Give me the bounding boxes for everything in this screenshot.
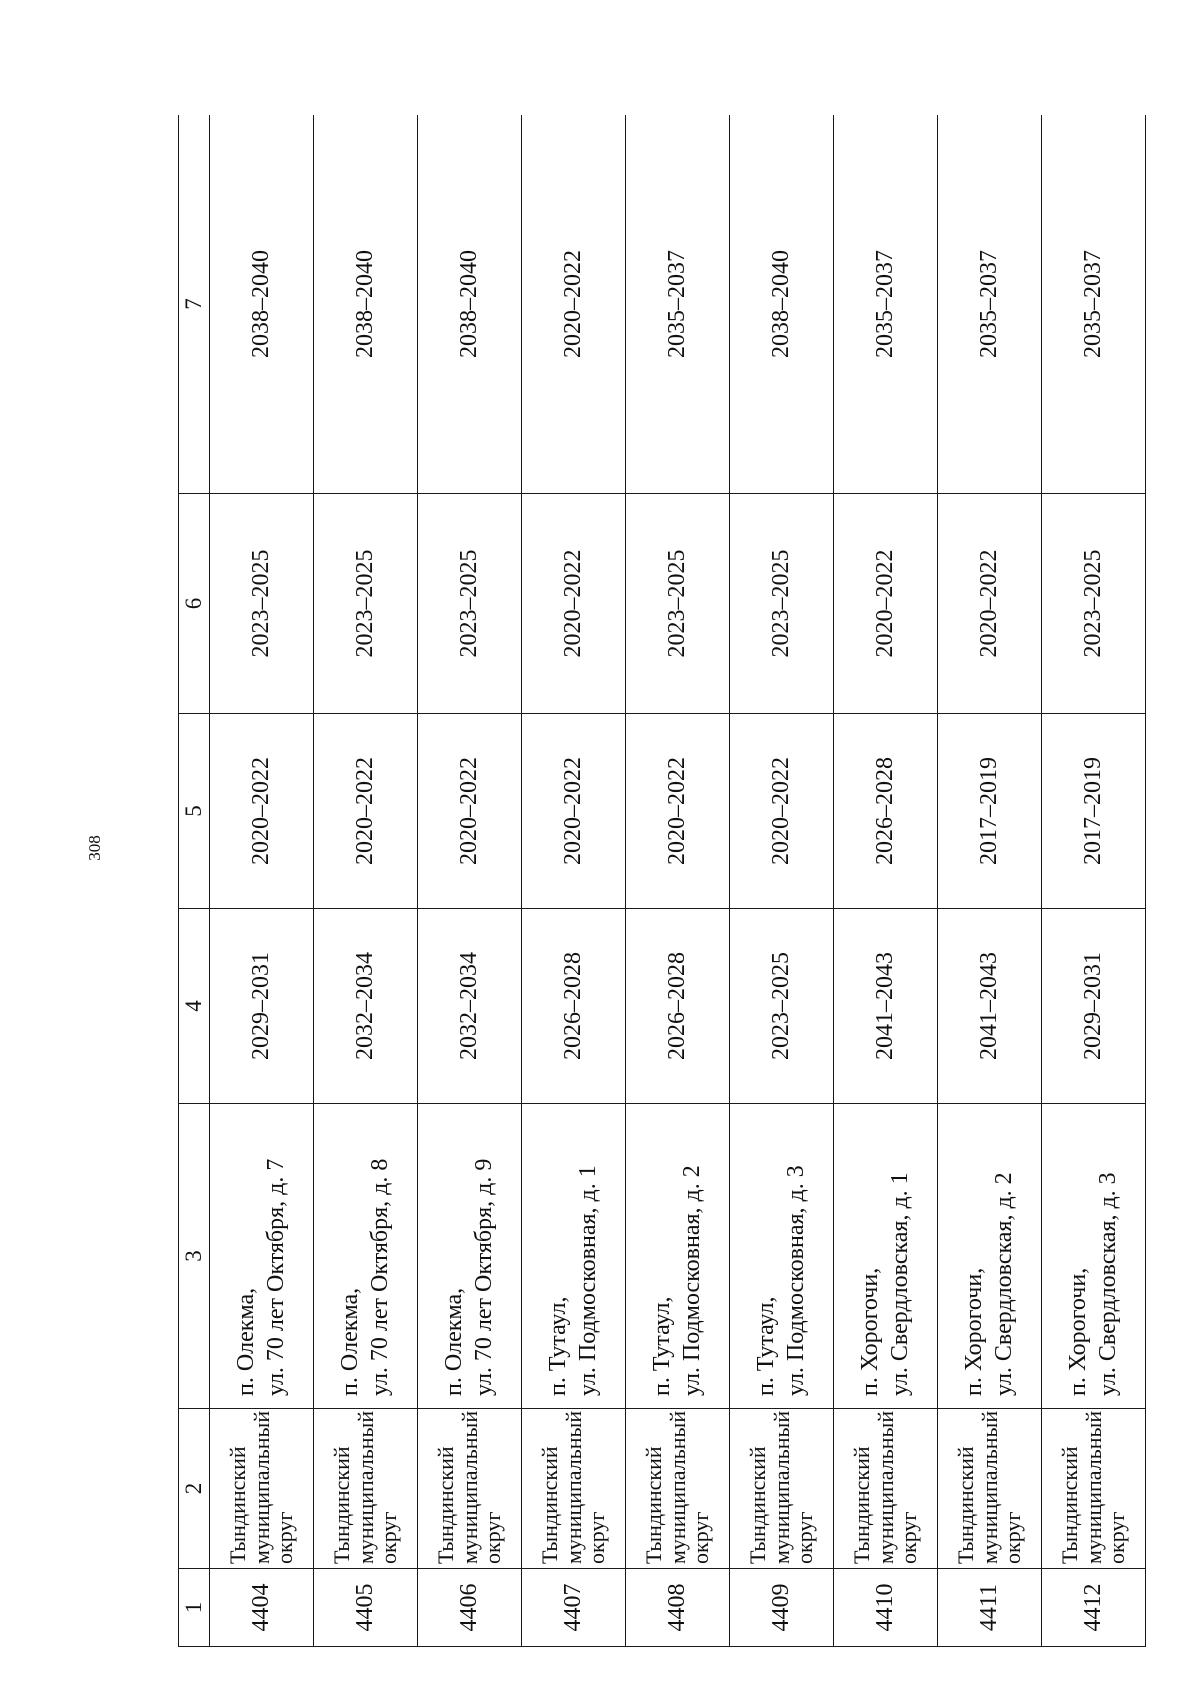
cell-period-6: 2023–2025 xyxy=(730,494,834,714)
cell-period-6: 2023–2025 xyxy=(1042,494,1146,714)
cell-period-7: 2038–2040 xyxy=(210,115,314,494)
district-line: Тындинский xyxy=(224,1446,250,1564)
cell-period-7: 2038–2040 xyxy=(314,115,418,494)
table-row xyxy=(314,115,418,1647)
address-line: п. Олекма, xyxy=(233,1287,260,1396)
table-body xyxy=(210,115,1146,1647)
cell-period-4: 2026–2028 xyxy=(626,909,730,1104)
cell-period-5: 2020–2022 xyxy=(730,714,834,909)
cell-period-4: 2029–2031 xyxy=(1042,909,1146,1104)
schedule-table xyxy=(178,115,1146,1647)
cell-period-5: 2017–2019 xyxy=(1042,714,1146,909)
address-line: п. Олекма, xyxy=(441,1287,468,1396)
cell-period-4: 2032–2034 xyxy=(418,909,522,1104)
cell-period-5: 2020–2022 xyxy=(626,714,730,909)
address-line: п. Хорогочи, xyxy=(1065,1267,1092,1396)
cell-id: 4410 xyxy=(834,1569,938,1647)
district-line: Тындинский xyxy=(952,1446,978,1564)
table-row xyxy=(834,115,938,1647)
district-line: Тындинский xyxy=(848,1446,874,1564)
cell-period-6: 2023–2025 xyxy=(626,494,730,714)
cell-period-7: 2035–2037 xyxy=(1042,115,1146,494)
address-line: ул. 70 лет Октября, д. 9 xyxy=(470,1158,497,1396)
address-line: п. Хорогочи, xyxy=(961,1267,988,1396)
cell-address xyxy=(938,1104,1042,1409)
cell-period-7: 2038–2040 xyxy=(730,115,834,494)
district-line: муниципальный xyxy=(976,1410,1002,1564)
cell-period-6: 2020–2022 xyxy=(938,494,1042,714)
cell-address xyxy=(418,1104,522,1409)
table-row xyxy=(938,115,1042,1647)
district-line: муниципальный xyxy=(872,1410,898,1564)
district-line: округ xyxy=(480,1511,506,1564)
district-line: муниципальный xyxy=(664,1410,690,1564)
cell-id: 4411 xyxy=(938,1569,1042,1647)
cell-address xyxy=(1042,1104,1146,1409)
table-row xyxy=(522,115,626,1647)
cell-period-5: 2020–2022 xyxy=(210,714,314,909)
cell-district xyxy=(1042,1409,1146,1569)
cell-id: 4406 xyxy=(418,1569,522,1647)
cell-period-6: 2020–2022 xyxy=(522,494,626,714)
cell-period-6: 2023–2025 xyxy=(314,494,418,714)
column-header-5: 5 xyxy=(179,714,210,909)
table-row xyxy=(730,115,834,1647)
table-container xyxy=(178,115,1146,1647)
district-line: округ xyxy=(792,1511,818,1564)
address-line: ул. Свердловская, д. 1 xyxy=(886,1172,913,1396)
district-line: Тындинский xyxy=(744,1446,770,1564)
cell-period-5: 2017–2019 xyxy=(938,714,1042,909)
cell-period-6: 2023–2025 xyxy=(418,494,522,714)
cell-period-4: 2029–2031 xyxy=(210,909,314,1104)
address-line: п. Тутаул, xyxy=(545,1296,572,1396)
table-row xyxy=(418,115,522,1647)
cell-address xyxy=(626,1104,730,1409)
cell-period-5: 2020–2022 xyxy=(418,714,522,909)
district-line: муниципальный xyxy=(1080,1410,1106,1564)
cell-period-4: 2032–2034 xyxy=(314,909,418,1104)
district-line: округ xyxy=(376,1511,402,1564)
cell-id: 4409 xyxy=(730,1569,834,1647)
cell-period-6: 2023–2025 xyxy=(210,494,314,714)
district-line: муниципальный xyxy=(560,1410,586,1564)
cell-period-7: 2035–2037 xyxy=(938,115,1042,494)
address-line: п. Тутаул, xyxy=(753,1296,780,1396)
column-header-2: 2 xyxy=(179,1409,210,1569)
cell-district xyxy=(210,1409,314,1569)
table-row xyxy=(1042,115,1146,1647)
address-line: п. Хорогочи, xyxy=(857,1267,884,1396)
cell-period-7: 2020–2022 xyxy=(522,115,626,494)
district-line: округ xyxy=(272,1511,298,1564)
cell-period-5: 2020–2022 xyxy=(522,714,626,909)
district-line: округ xyxy=(1000,1511,1026,1564)
cell-id: 4408 xyxy=(626,1569,730,1647)
district-line: округ xyxy=(688,1511,714,1564)
district-line: Тындинский xyxy=(1056,1446,1082,1564)
cell-district xyxy=(522,1409,626,1569)
address-line: п. Олекма, xyxy=(337,1287,364,1396)
cell-address xyxy=(314,1104,418,1409)
cell-district xyxy=(730,1409,834,1569)
table-row xyxy=(626,115,730,1647)
column-header-7: 7 xyxy=(179,115,210,494)
cell-address xyxy=(522,1104,626,1409)
cell-period-5: 2020–2022 xyxy=(314,714,418,909)
cell-address xyxy=(210,1104,314,1409)
cell-district xyxy=(626,1409,730,1569)
district-line: муниципальный xyxy=(352,1410,378,1564)
address-line: ул. 70 лет Октября, д. 8 xyxy=(366,1158,393,1396)
address-line: п. Тутаул, xyxy=(649,1296,676,1396)
page-number: 308 xyxy=(85,835,104,861)
district-line: округ xyxy=(896,1511,922,1564)
cell-id: 4405 xyxy=(314,1569,418,1647)
column-header-6: 6 xyxy=(179,494,210,714)
cell-period-4: 2041–2043 xyxy=(834,909,938,1104)
cell-district xyxy=(314,1409,418,1569)
district-line: округ xyxy=(1104,1511,1130,1564)
cell-period-6: 2020–2022 xyxy=(834,494,938,714)
cell-period-4: 2023–2025 xyxy=(730,909,834,1104)
header-row xyxy=(179,115,210,1647)
district-line: Тындинский xyxy=(640,1446,666,1564)
district-line: муниципальный xyxy=(768,1410,794,1564)
cell-district xyxy=(938,1409,1042,1569)
cell-address xyxy=(834,1104,938,1409)
cell-id: 4407 xyxy=(522,1569,626,1647)
cell-district xyxy=(418,1409,522,1569)
column-header-4: 4 xyxy=(179,909,210,1104)
column-header-3: 3 xyxy=(179,1104,210,1409)
address-line: ул. Свердловская, д. 2 xyxy=(990,1172,1017,1396)
table-row xyxy=(210,115,314,1647)
district-line: муниципальный xyxy=(456,1410,482,1564)
address-line: ул. Подмосковная, д. 1 xyxy=(574,1165,601,1396)
district-line: Тындинский xyxy=(536,1446,562,1564)
address-line: ул. Свердловская, д. 3 xyxy=(1094,1172,1121,1396)
cell-period-4: 2041–2043 xyxy=(938,909,1042,1104)
cell-period-7: 2035–2037 xyxy=(626,115,730,494)
cell-district xyxy=(834,1409,938,1569)
address-line: ул. Подмосковная, д. 3 xyxy=(782,1165,809,1396)
cell-period-5: 2026–2028 xyxy=(834,714,938,909)
cell-id: 4404 xyxy=(210,1569,314,1647)
district-line: Тындинский xyxy=(432,1446,458,1564)
cell-period-4: 2026–2028 xyxy=(522,909,626,1104)
district-line: муниципальный xyxy=(248,1410,274,1564)
cell-id: 4412 xyxy=(1042,1569,1146,1647)
address-line: ул. 70 лет Октября, д. 7 xyxy=(262,1158,289,1396)
column-header-1: 1 xyxy=(179,1569,210,1647)
cell-period-7: 2035–2037 xyxy=(834,115,938,494)
rotated-table xyxy=(178,115,1146,1647)
cell-period-7: 2038–2040 xyxy=(418,115,522,494)
district-line: округ xyxy=(584,1511,610,1564)
address-line: ул. Подмосковная, д. 2 xyxy=(678,1165,705,1396)
district-line: Тындинский xyxy=(328,1446,354,1564)
cell-address xyxy=(730,1104,834,1409)
